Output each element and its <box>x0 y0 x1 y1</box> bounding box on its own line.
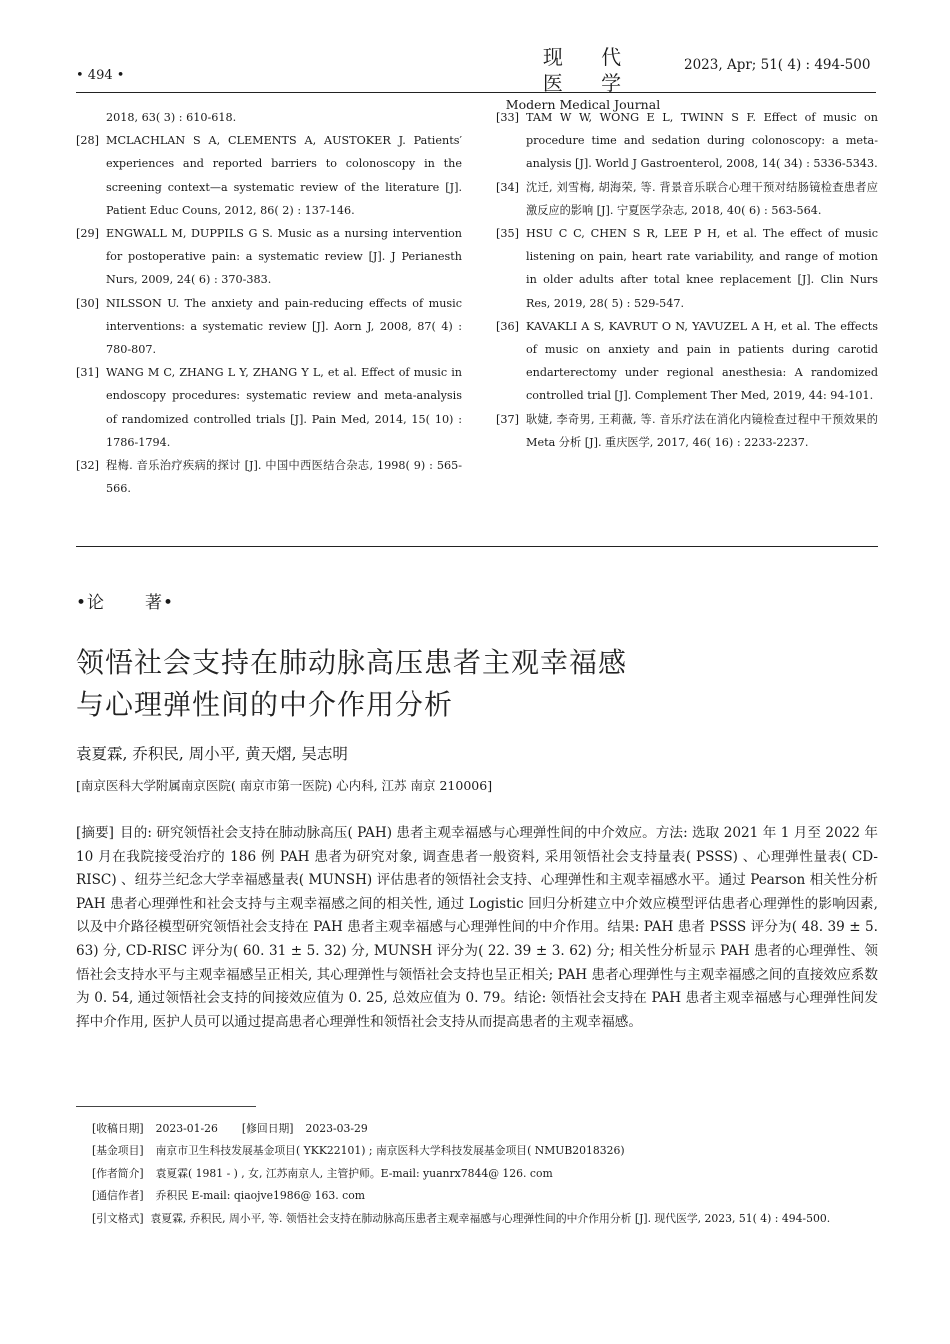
reference-item <box>76 129 462 222</box>
article-title-line-1: 领悟社会支持在肺动脉高压患者主观幸福感 <box>76 646 628 679</box>
article-affiliation: [南京医科大学附属南京医院( 南京市第一医院) 心内科, 江苏 南京 210006] <box>76 778 493 793</box>
issue-info: 2023, Apr; 51( 4) : 494-500 <box>684 57 871 73</box>
reference-item <box>496 106 878 176</box>
corresponding-value: 乔积民 E-mail: qiaojve1986@ 163. com <box>155 1189 365 1203</box>
journal-title <box>500 44 666 113</box>
article-authors: 袁夏霖, 乔积民, 周小平, 黄天熠, 吴志明 <box>76 745 348 763</box>
reference-number: [33] <box>496 111 519 124</box>
received-value: 2023-01-26 <box>155 1122 218 1135</box>
reference-item <box>496 222 878 315</box>
footnote-author <box>76 1163 878 1185</box>
article-title <box>76 642 876 726</box>
section-label-post: 著• <box>145 593 175 613</box>
reference-number: [35] <box>496 227 519 241</box>
reference-item <box>76 106 462 129</box>
article-title-line-2: 与心理弹性间的中介作用分析 <box>76 688 454 721</box>
footnote-citation <box>76 1208 878 1230</box>
reference-number: [30] <box>76 296 99 310</box>
reference-number: [31] <box>76 366 99 380</box>
footnote-corresponding <box>76 1185 878 1207</box>
footnotes <box>76 1118 878 1230</box>
footnote-rule <box>76 1106 256 1107</box>
page-number: • 494 • <box>76 68 125 83</box>
journal-title-en: Modern Medical Journal <box>505 97 661 112</box>
fund-value: 南京市卫生科技发展基金项目( YKK22101) ; 南京医科大学科技发展基金项目( NMUB2018326) <box>155 1144 625 1158</box>
author-label: [作者简介] <box>92 1166 144 1180</box>
revised-label: [修回日期] <box>241 1122 294 1135</box>
reference-number: [32] <box>76 459 99 473</box>
corresponding-label: [通信作者] <box>92 1189 144 1203</box>
footnote-dates <box>76 1118 878 1140</box>
reference-text: 2018, 63( 3) : 610-618. <box>106 111 237 124</box>
references-left-column <box>76 106 462 500</box>
reference-text: 耿婕, 李奇男, 王莉薇, 等. 音乐疗法在消化内镜检查过程中干预效果的 Meta 分析 [J]. 重庆医学, 2017, 46( 16) : 2233-2237. <box>526 412 878 449</box>
reference-text: KAVAKLI A S, KAVRUT O N, YAVUZEL A H, et al. The effects of music on anxiety and pain in patients during carotid endarterectomy under regional anesthesia: A randomized controlled trial [J]. Complement Ther Med, 2019, 44: 94-101. <box>526 319 878 403</box>
reference-number: [37] <box>496 412 519 426</box>
citation-value: 袁夏霖, 乔积民, 周小平, 等. 领悟社会支持在肺动脉高压患者主观幸福感与心理弹性间的中介作用分析 [J]. 现代医学, 2023, 51( 4) : 494-500. <box>150 1211 831 1225</box>
reference-item <box>76 361 462 454</box>
reference-item <box>496 176 878 222</box>
reference-text: 程梅. 音乐治疗疾病的探讨 [J]. 中国中西医结合杂志, 1998( 9) : 565-566. <box>106 459 462 496</box>
reference-text: TAM W W, WONG E L, TWINN S F. Effect of music on procedure time and sedation during colonoscopy: a meta-analysis [J]. World J Gastroenterol, 2008, 14( 34) : 5336-5343. <box>526 111 878 171</box>
abstract-tag: [摘要] <box>76 825 114 841</box>
section-label-pre: •论 <box>76 593 106 613</box>
section-divider <box>76 546 878 547</box>
footnote-fund <box>76 1140 878 1162</box>
reference-text: ENGWALL M, DUPPILS G S. Music as a nursing intervention for postoperative pain: a systematic review [J]. J Perianesth Nurs, 2009, 24( 6) : 370-383. <box>106 227 462 287</box>
reference-number: [36] <box>496 319 519 333</box>
reference-item <box>76 222 462 292</box>
author-value: 袁夏霖( 1981 - ) , 女, 江苏南京人, 主管护师。E-mail: yuanrx7844@ 126. com <box>155 1166 553 1180</box>
reference-text: MCLACHLAN S A, CLEMENTS A, AUSTOKER J. Patients′ experiences and reported barriers to colonoscopy in the screening context—a systematic review of the literature [J]. Patient Educ Couns, 2012, 86( 2) : 137-146. <box>106 134 462 217</box>
header-rule <box>76 92 876 93</box>
reference-text: 沈迁, 刘雪梅, 胡海荣, 等. 背景音乐联合心理干预对结肠镜检查患者应激反应的影响 [J]. 宁夏医学杂志, 2018, 40( 6) : 563-564. <box>526 180 878 217</box>
abstract <box>76 822 878 1034</box>
reference-text: NILSSON U. The anxiety and pain-reducing effects of music interventions: a systematic review [J]. Aorn J, 2008, 87( 4) : 780-807. <box>106 296 462 357</box>
reference-number: [28] <box>76 134 99 148</box>
reference-text: HSU C C, CHEN S R, LEE P H, et al. The effect of music listening on pain, heart rate variability, and range of motion in older adults after total knee replacement [J]. Clin Nurs Res, 2019, 28( 5) : 529-547. <box>526 227 878 310</box>
revised-value: 2023-03-29 <box>305 1122 368 1135</box>
reference-number: [34] <box>496 180 519 194</box>
reference-item <box>496 408 878 454</box>
abstract-text: 目的: 研究领悟社会支持在肺动脉高压( PAH) 患者主观幸福感与心理弹性间的中介效应。方法: 选取 2021 年 1 月至 2022 年 10 月在我院接受治疗的 186 例 PAH 患者为研究对象, 调查患者一般资料, 采用领悟社会支持量表( PSSS) 、心理弹性量表( CD-RISC) 、纽芬兰纪念大学幸福感量表( MUNSH) 评估患者的领悟社会支持、心理弹性和主观幸福感水平。通过 Pearson 相关性分析 PAH 患者心理弹性和社会支持与主观幸福感之间的相关性, 通过 Logistic 回归分析建立中介效应模型评估患者心理弹性的影响因素, 以及中介路径模型研究领悟社会支持在 PAH 患者主观幸福感与心理弹性间的中介作用。结果: PAH 患者 PSSS 评分为( 48. 39 ± 5. 63) 分, CD-RISC 评分为( 60. 31 ± 5. 32) 分, MUNSH 评分为( 22. 39 ± 3. 62) 分; 相关性分析显示 PAH 患者的心理弹性、领悟社会支持水平与主观幸福感呈正相关, 其心理弹性与领悟社会支持也呈正相关; PAH 患者心理弹性与主观幸福感之间的直接效应系数为 0. 54, 通过领悟社会支持的间接效应值为 0. 25, 总效应值为 0. 79。结论: 领悟社会支持在 PAH 患者主观幸福感与心理弹性间发挥中介作用, 医护人员可以通过提高患者心理弹性和领悟社会支持从而提高患者的主观幸福感。 <box>76 825 879 1030</box>
fund-label: [基金项目] <box>92 1144 144 1158</box>
reference-item <box>496 315 878 408</box>
reference-item <box>76 292 462 362</box>
reference-item <box>76 454 462 500</box>
reference-number: [29] <box>76 227 99 241</box>
citation-label: [引文格式] <box>92 1211 144 1225</box>
journal-title-cn: 现 代 医 学 <box>542 45 638 95</box>
section-label <box>76 588 174 613</box>
reference-text: WANG M C, ZHANG L Y, ZHANG Y L, et al. Effect of music in endoscopy procedures: systematic review and meta-analysis of randomized controlled trials [J]. Pain Med, 2014, 15( 10) : 1786-1794. <box>106 366 462 449</box>
references-right-column <box>496 106 878 454</box>
received-label: [收稿日期] <box>92 1122 144 1135</box>
